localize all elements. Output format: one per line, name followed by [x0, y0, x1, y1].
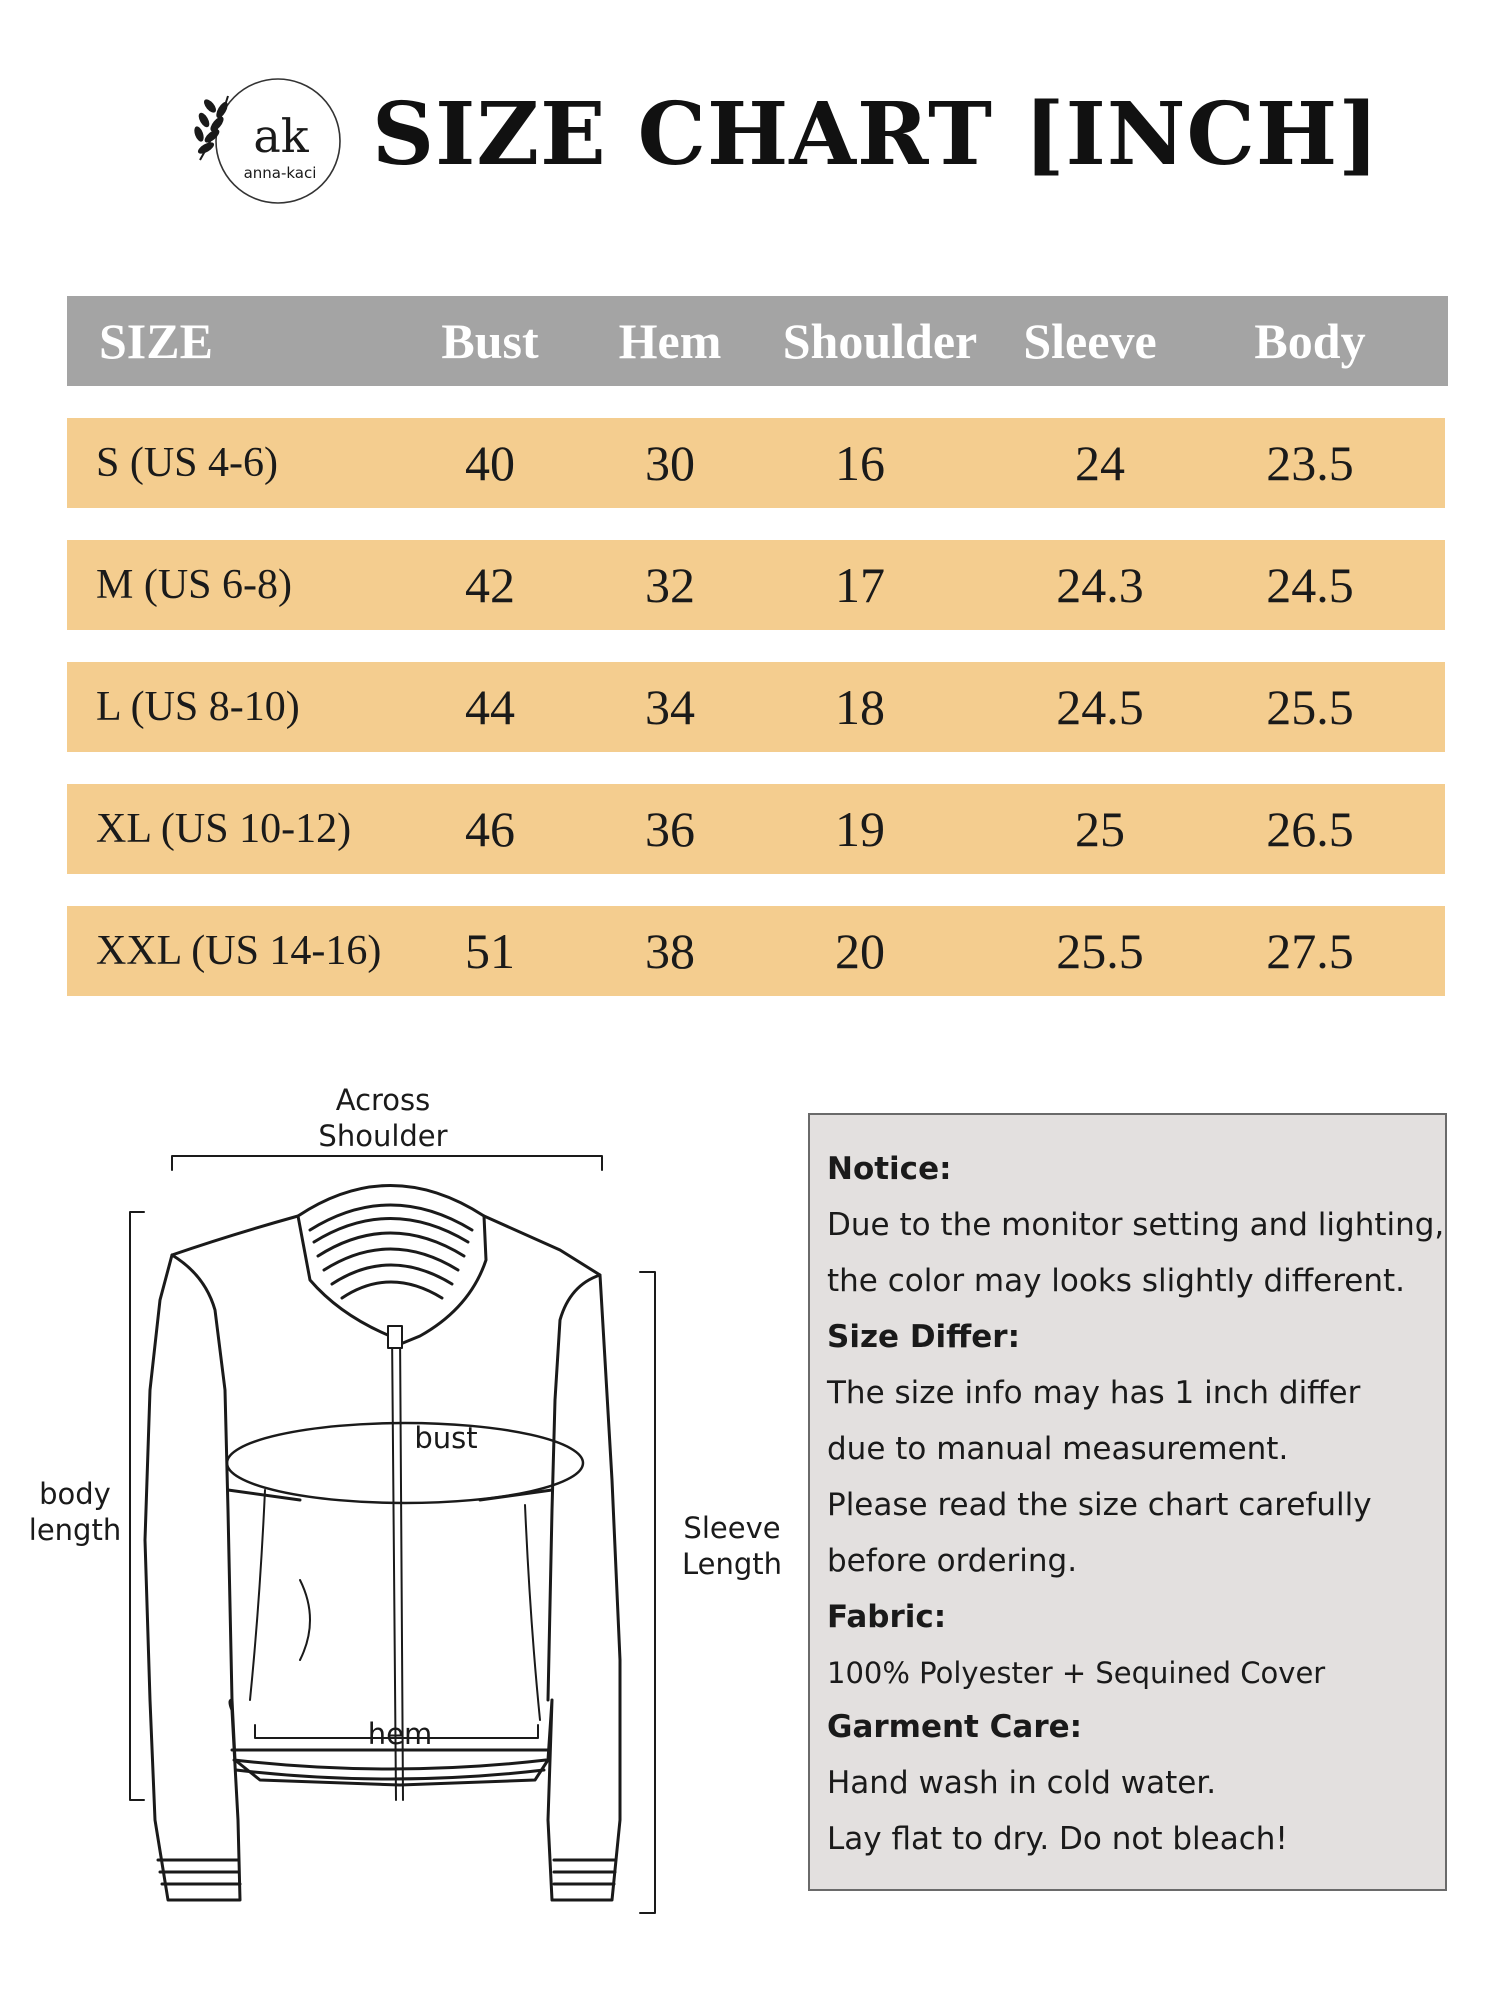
sleeve-cell: 24.3	[1056, 557, 1144, 613]
care-line: Lay flat to dry. Do not bleach!	[827, 1821, 1288, 1857]
hem-cell: 36	[645, 801, 695, 857]
notice-line: due to manual measurement.	[827, 1431, 1289, 1467]
hem-cell: 30	[645, 435, 695, 491]
body-cell: 26.5	[1266, 801, 1354, 857]
header-shoulder: Shoulder	[782, 313, 978, 369]
size-cell: XL (US 10-12)	[96, 806, 352, 852]
table-row	[67, 418, 1445, 508]
header-body: Body	[1254, 313, 1366, 369]
body-cell: 27.5	[1266, 923, 1354, 979]
table-row	[67, 540, 1445, 630]
label-body-length: body length	[28, 1477, 122, 1547]
notice-panel	[808, 1113, 1447, 1891]
page-title: SIZE CHART [INCH]	[372, 84, 1380, 185]
anna-kaci-logo	[188, 74, 344, 208]
label-hem: hem	[367, 1717, 433, 1751]
label-bust: bust	[414, 1421, 478, 1455]
shoulder-cell: 18	[835, 679, 885, 735]
header	[0, 62, 1500, 212]
table-row	[67, 662, 1445, 752]
table-row	[67, 784, 1445, 874]
notice-line: before ordering.	[827, 1543, 1078, 1579]
hem-cell: 38	[645, 923, 695, 979]
bust-cell: 40	[465, 435, 515, 491]
shoulder-cell: 16	[835, 435, 885, 491]
header-hem: Hem	[618, 313, 722, 369]
header-size: SIZE	[99, 313, 213, 369]
label-across-shoulder: Across Shoulder	[318, 1083, 448, 1153]
logo-monogram: ak	[253, 109, 309, 163]
sleeve-cell: 24.5	[1056, 679, 1144, 735]
notice-line: the color may looks slightly different.	[827, 1263, 1405, 1299]
size-differ-heading: Size Differ:	[827, 1319, 1020, 1355]
sleeve-cell: 25	[1075, 801, 1125, 857]
logo-brand: anna-kaci	[243, 164, 317, 182]
header-bust: Bust	[441, 313, 539, 369]
shoulder-cell: 19	[835, 801, 885, 857]
notice-line: The size info may has 1 inch differ	[827, 1375, 1361, 1411]
fabric-heading: Fabric:	[827, 1599, 947, 1635]
care-line: Hand wash in cold water.	[827, 1765, 1217, 1801]
sleeve-cell: 24	[1075, 435, 1125, 491]
shoulder-cell: 20	[835, 923, 885, 979]
garment-care-heading: Garment Care:	[827, 1709, 1083, 1745]
bust-cell: 42	[465, 557, 515, 613]
table-row	[67, 906, 1445, 996]
bust-cell: 44	[465, 679, 515, 735]
hem-cell: 32	[645, 557, 695, 613]
size-cell: L (US 8-10)	[96, 684, 300, 730]
size-cell: M (US 6-8)	[96, 562, 292, 608]
body-cell: 23.5	[1266, 435, 1354, 491]
size-cell: S (US 4-6)	[96, 440, 279, 486]
header-sleeve: Sleeve	[1023, 313, 1157, 369]
bust-cell: 46	[465, 801, 515, 857]
notice-line: Please read the size chart carefully	[827, 1487, 1372, 1523]
shoulder-cell: 17	[835, 557, 885, 613]
table-header	[67, 296, 1448, 386]
notice-heading: Notice:	[827, 1151, 952, 1187]
label-sleeve-length: Sleeve Length	[681, 1511, 783, 1581]
fabric-line: 100% Polyester + Sequined Cover	[827, 1656, 1326, 1690]
hem-cell: 34	[645, 679, 695, 735]
size-cell: XXL (US 14-16)	[96, 928, 382, 974]
body-cell: 25.5	[1266, 679, 1354, 735]
bust-cell: 51	[465, 923, 515, 979]
notice-line: Due to the monitor setting and lighting,	[827, 1207, 1445, 1243]
body-cell: 24.5	[1266, 557, 1354, 613]
sleeve-cell: 25.5	[1056, 923, 1144, 979]
